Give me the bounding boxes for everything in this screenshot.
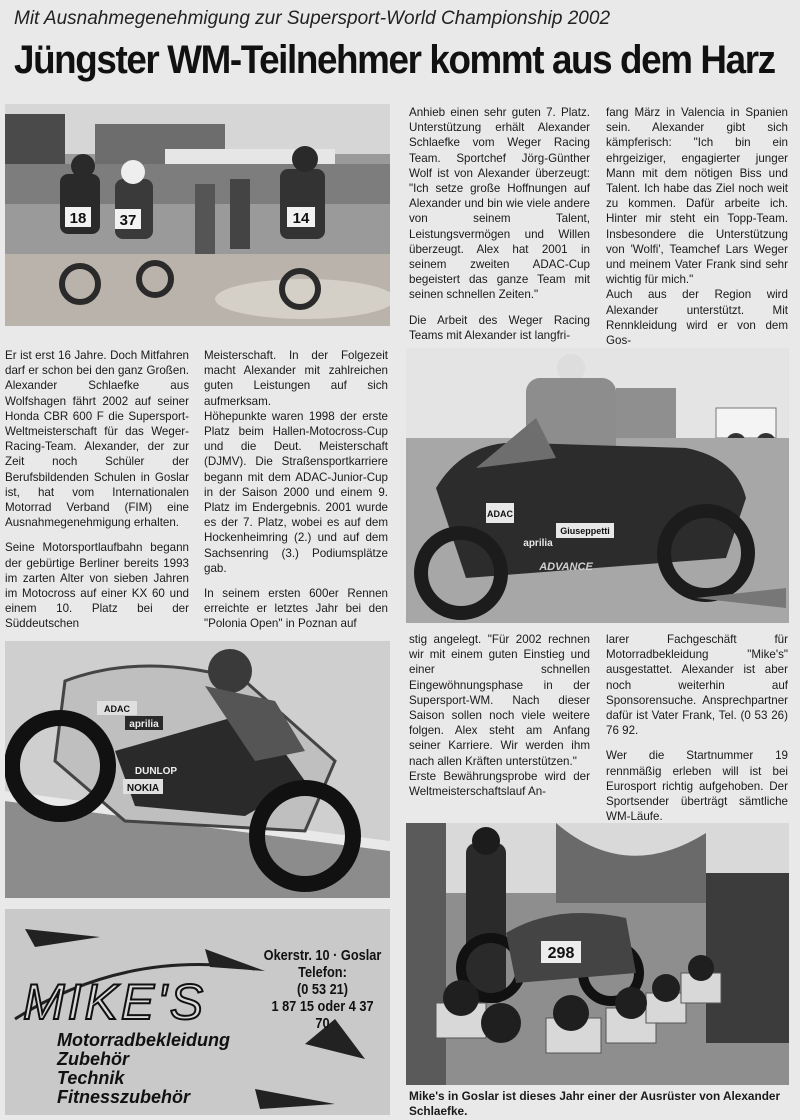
ad-phone-label: Telefon: — [298, 964, 347, 981]
col6-paragraph-1: larer Fachgeschäft für Motorradbekleidung "Mike's" ausgestattet. Alexander ist aber noch weiterhin auf Sponsorensuche. Ansprechpartner dafür ist Vater Frank, Tel. (0 53 26) 76 92. — [606, 633, 788, 738]
col5-paragraph-2: Erste Bewährungsprobe wird der Weltmeisterschaftslauf An- — [409, 769, 590, 799]
ad-product-list — [57, 1031, 230, 1107]
ad-item-technik: Technik — [57, 1068, 125, 1088]
ad-address: Okerstr. 10 · Goslar — [263, 947, 382, 964]
article-headline: Jüngster WM-Teilnehmer kommt aus dem Harz — [14, 38, 775, 82]
col4-paragraph-1: fang März in Valencia in Spanien sein. Alexander gibt sich kämpferisch: "Ich bin ein ehrgeiziger, engagierter junger Mann mit dem nötigen Biss und Talent. Ich habe das Ziel noch weit zu kommen. Dafür arbeite ich. Hinter mir steht ein Topp-Team. Insbesondere die Unterstützung von 'Wolfi', Teamchef Lars Weger und meinem Vater Frank sind sehr wichtig für mich." — [606, 106, 788, 287]
number-plate-37: 37 — [119, 212, 137, 229]
col2-paragraph-1: Meisterschaft. In der Folgezeit macht Alexander mit zahlreichen guten Leistungen auf sich aufmerksam. — [204, 349, 388, 408]
number-plate-18: 18 — [69, 210, 87, 227]
col2-paragraph-2: Höhepunkte waren 1998 der erste Platz beim Hallen-Motocross-Cup und die Deut. Meisterschaft (DJMV). Die Straßensportkarriere begann mit dem ADAC-Junior-Cup in der Saison 2000 und einem 9. Platz im Endergebnis. 2001 wurde es der 7. Platz, wobei es auf dem Hockenheimring (2.) und auf dem Sachsenring (3.) Podiumsplätze gab. — [204, 409, 388, 575]
article-kicker: Mit Ausnahmegenehmigung zur Supersport-World Championship 2002 — [14, 8, 611, 29]
racer-aprilia-sticker: aprilia — [129, 719, 159, 730]
shop-photo — [406, 823, 789, 1085]
column-3 — [409, 105, 590, 343]
column-4 — [606, 105, 788, 348]
ad-phone-area: (0 53 21) — [296, 981, 349, 998]
shop-photo-caption: Mike's in Goslar ist dieses Jahr einer der Ausrüster von Alexander Schlaefke. — [409, 1089, 781, 1118]
racer-adac-sticker: ADAC — [104, 704, 130, 714]
col6-paragraph-2: Wer die Startnummer 19 rennmäßig erleben will ist bei Eurosport richtig aufgehoben. Der Sportsender überträgt sämtliche WM-Läufe. — [606, 749, 788, 824]
column-2 — [204, 348, 388, 632]
advance-sticker: ADVANCE — [539, 561, 593, 573]
col4-paragraph-2: Auch aus der Region wird Alexander unterstützt. Mit Rennkleidung wird er von dem Gos- — [606, 288, 788, 348]
motocross-photo — [5, 104, 390, 326]
ad-phone-numbers: 1 87 15 oder 4 37 70 — [271, 998, 374, 1032]
col2-paragraph-3: In seinem ersten 600er Rennen erreichte er letztes Jahr bei den "Polonia Open" in Poznan auf — [204, 587, 388, 631]
ad-item-zubehoer: Zubehör — [57, 1049, 129, 1069]
column-5 — [409, 632, 590, 799]
col3-paragraph-2: Die Arbeit des Weger Racing Teams mit Alexander ist langfri- — [409, 313, 590, 342]
adac-sticker: ADAC — [487, 509, 513, 519]
aprilia-sticker: aprilia — [523, 538, 553, 549]
nokia-sticker: NOKIA — [126, 783, 160, 794]
col3-paragraph-1: Anhieb einen sehr guten 7. Platz. Unterstützung erhält Alexander Schlaefke vom Weger Racing Team. Sportchef Jörg-Günther Wolf ist von Alexander überzeugt: "Ich setze große Hoffnungen auf Alexander und bin wie viele andere von seinem Talent, Leistungsvermögen und Willen überzeugt. Alex hat 2001 in seinem zweiten ADAC-Cup begeistert das ganze Team mit seinen schnellen Zeiten." — [409, 106, 590, 302]
ad-address-block — [242, 947, 382, 1032]
dunlop-sticker: DUNLOP — [134, 766, 178, 777]
mikes-logo: MIKE'S — [23, 974, 207, 1030]
column-6 — [606, 632, 788, 824]
giuseppetti-sticker: Giuseppetti — [560, 526, 610, 536]
col1-paragraph-2: Seine Motorsportlaufbahn begann der gebürtige Berliner bereits 1993 im zarten Alter von sieben Jahren im Motocross auf einer KX 60 und einem 10. Platz bei der Süddeutschen — [5, 541, 189, 631]
number-plate-14: 14 — [292, 210, 310, 227]
col5-paragraph-1: stig angelegt. "Für 2002 rechnen wir mit einem guten Einstieg und einer schnellen Eingewöhnungsphase in der Supersport-WM. Nach dieser Saison sollen noch viele weitere folgen. Alex steht am Anfang seiner Karriere. Wir werden ihm nach allen Kräften unterstützen." — [409, 633, 590, 768]
mikes-advertisement — [5, 909, 390, 1115]
shop-bike-number: 298 — [547, 945, 575, 962]
column-1 — [5, 348, 189, 632]
ad-item-motorradbekleidung: Motorradbekleidung — [57, 1030, 231, 1050]
racing-photo — [5, 641, 390, 898]
race-bike-photo — [406, 348, 789, 623]
col1-paragraph-1: Er ist erst 16 Jahre. Doch Mitfahren darf er schon bei den ganz Großen. Alexander Schlaefke aus Wolfshagen fährt 2002 auf seiner Honda CBR 600 F die Supersport-Weltmeisterschaft für das Weger-Racing-Team. Alexander, der zur Zeit noch Schüler der Berufsbildenden Schulen in Goslar ist, hat vom Internationalen Motorrad Verband (FIM) eine Ausnahmegenehmigung erhalten. — [5, 349, 189, 530]
ad-item-fitnesszubehoer: Fitnesszubehör — [57, 1087, 191, 1107]
